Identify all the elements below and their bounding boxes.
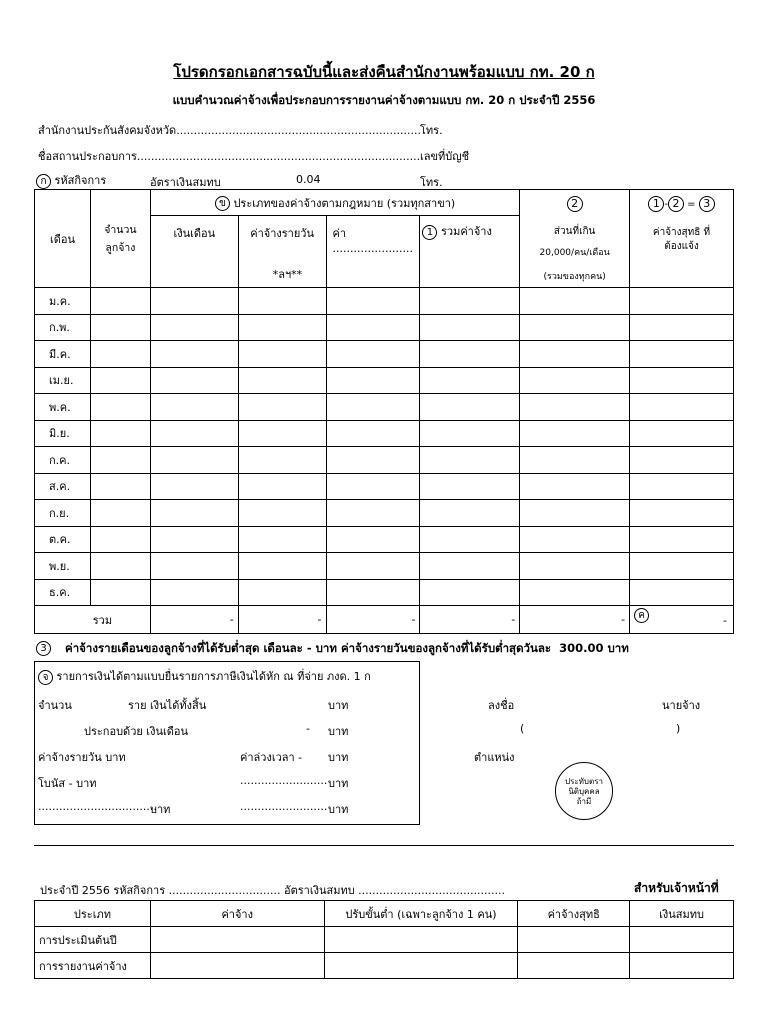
month-label: ต.ค. [35, 526, 91, 553]
col-month-header: เดือน [35, 190, 91, 288]
month-cell[interactable] [150, 526, 238, 553]
month-row [35, 367, 734, 394]
mark-3b-icon: 3 [36, 641, 51, 656]
month-label: ก.ค. [35, 447, 91, 474]
month-cell[interactable] [150, 367, 238, 394]
month-cell[interactable] [90, 394, 150, 421]
month-label: ก.ย. [35, 500, 91, 527]
mark-kho-icon: ข [215, 196, 230, 211]
baht-1: บาท [328, 699, 349, 712]
month-cell[interactable] [520, 579, 630, 606]
col-daily-header [238, 216, 326, 288]
month-cell[interactable] [630, 314, 734, 341]
month-cell[interactable] [420, 553, 520, 580]
stamp-line-3: ถ้ามี [576, 797, 592, 806]
month-cell[interactable] [520, 420, 630, 447]
month-cell[interactable] [420, 420, 520, 447]
month-cell[interactable] [630, 394, 734, 421]
month-cell[interactable] [90, 367, 150, 394]
comprise-label: ประกอบด้วย เงินเดือน [84, 725, 188, 738]
month-cell[interactable] [326, 500, 420, 527]
month-row [35, 394, 734, 421]
total-excess: - [520, 606, 630, 634]
month-cell[interactable] [520, 447, 630, 474]
col-other-header: ค่า ....................... [326, 216, 420, 288]
total-wage: - [420, 606, 520, 634]
col-net-label: ค่าจ้างสุทธิ ที่ต้องแจ้ง [652, 227, 711, 252]
mark-1b-icon: 1 [422, 225, 437, 240]
total-other: - [326, 606, 420, 634]
off-col-contrib: เงินสมทบ [630, 901, 734, 927]
mark-3-icon: 3 [699, 196, 715, 212]
month-cell[interactable] [90, 341, 150, 368]
baht-2: บาท [328, 725, 349, 738]
total-net: - [723, 614, 727, 627]
income-title-row [38, 667, 371, 685]
month-cell[interactable] [630, 367, 734, 394]
month-cell[interactable] [520, 500, 630, 527]
month-row [35, 553, 734, 580]
employer-label: นายจ้าง [662, 699, 701, 712]
minwage-text: ค่าจ้างรายเดือนของลูกจ้างที่ได้รับต่ำสุด เดือนละ - บาท ค่าจ้างรายวันของลูกจ้างที่ได้รับต่ำสุดวันละ [65, 641, 552, 655]
month-cell[interactable] [630, 579, 734, 606]
month-row [35, 341, 734, 368]
baht-4: บาท [328, 777, 349, 790]
month-cell[interactable] [150, 553, 238, 580]
account-label: เลขที่บัญชี [420, 150, 470, 163]
month-cell[interactable] [630, 500, 734, 527]
form-title: โปรดกรอกเอกสารฉบับนี้และส่งคืนสำนักงานพร้อมแบบ กท. 20 ก [173, 63, 595, 81]
month-cell[interactable] [326, 367, 420, 394]
month-cell[interactable] [238, 288, 326, 315]
col-total-label: รวมค่าจ้าง [440, 225, 492, 238]
business-code-label: รหัสกิจการ [54, 174, 107, 187]
stamp-circle [555, 762, 613, 820]
month-cell[interactable] [150, 500, 238, 527]
mark-2-icon: 2 [567, 196, 583, 212]
col-excess-sub2: (รวมของทุกคน) [543, 272, 606, 282]
month-cell[interactable] [326, 341, 420, 368]
count-label: จำนวน [38, 699, 72, 712]
month-cell[interactable] [326, 526, 420, 553]
off-col-net: ค่าจ้างสุทธิ [518, 901, 630, 927]
baht-3: บาท [328, 751, 349, 764]
month-cell[interactable] [520, 526, 630, 553]
month-label: เม.ย. [35, 367, 91, 394]
establishment-field[interactable]: ชื่อสถานประกอบการ................................................................................. [38, 150, 421, 163]
month-cell[interactable] [520, 288, 630, 315]
month-cell[interactable] [238, 420, 326, 447]
month-cell[interactable] [630, 341, 734, 368]
month-cell[interactable] [326, 553, 420, 580]
daily-wage-label: ค่าจ้างรายวัน บาท [38, 751, 126, 764]
month-cell[interactable] [630, 526, 734, 553]
month-cell[interactable] [150, 341, 238, 368]
month-cell[interactable] [520, 341, 630, 368]
month-label: มิ.ย. [35, 420, 91, 447]
month-label: ก.พ. [35, 314, 91, 341]
month-cell[interactable] [238, 579, 326, 606]
month-cell[interactable] [326, 314, 420, 341]
month-cell[interactable] [238, 341, 326, 368]
month-row [35, 420, 734, 447]
col-salary-header: เงินเดือน [150, 216, 238, 288]
dots-field-2[interactable]: ......................... [240, 800, 328, 813]
month-cell[interactable] [90, 314, 150, 341]
off-cell[interactable] [518, 927, 630, 953]
month-label: พ.ย. [35, 553, 91, 580]
month-cell[interactable] [238, 447, 326, 474]
month-cell[interactable] [150, 473, 238, 500]
off-cell[interactable] [518, 953, 630, 979]
month-cell[interactable] [630, 473, 734, 500]
month-label: มี.ค. [35, 341, 91, 368]
month-cell[interactable] [150, 447, 238, 474]
tel-label: โทร. [420, 124, 443, 137]
salary-value: - [306, 722, 310, 735]
official-year-line: ประจำปี 2556 รหัสกิจการ ................................ อัตราเงินสมทบ .......................................... [40, 884, 506, 897]
mark-1-icon: 1 [648, 196, 664, 212]
col-excess-label: ส่วนที่เกิน [553, 226, 596, 237]
overtime-label: ค่าล่วงเวลา - [240, 751, 303, 764]
for-officer-label: สำหรับเจ้าหน้าที่ [634, 881, 719, 895]
off-cell[interactable] [150, 927, 324, 953]
dots-field-left[interactable]: .................................. [38, 800, 157, 813]
month-cell[interactable] [630, 288, 734, 315]
off-row-report: การรายงานค่าจ้าง [35, 953, 151, 979]
person-label: ราย เงินได้ทั้งสิ้น [128, 699, 207, 712]
off-col-wage: ค่าจ้าง [150, 901, 324, 927]
month-cell[interactable] [420, 579, 520, 606]
month-row [35, 473, 734, 500]
minwage-daily: 300.00 บาท [559, 641, 629, 655]
mark-2b-icon: 2 [668, 196, 684, 212]
month-row [35, 314, 734, 341]
month-row [35, 526, 734, 553]
month-cell[interactable] [90, 553, 150, 580]
month-cell[interactable] [326, 447, 420, 474]
month-label: ม.ค. [35, 288, 91, 315]
official-table [34, 900, 734, 979]
month-label: ส.ค. [35, 473, 91, 500]
month-cell[interactable] [150, 288, 238, 315]
mark-kho2-icon: ค [634, 608, 649, 623]
month-cell[interactable] [238, 500, 326, 527]
col-net-header [630, 190, 734, 288]
month-cell[interactable] [150, 314, 238, 341]
total-salary: - [150, 606, 238, 634]
month-cell[interactable] [420, 447, 520, 474]
month-label: พ.ค. [35, 394, 91, 421]
month-row [35, 288, 734, 315]
month-cell[interactable] [420, 473, 520, 500]
col-total-header [420, 216, 520, 288]
month-row [35, 447, 734, 474]
net-formula: 1 - 2 = 3 [630, 196, 733, 212]
total-net-cell [630, 606, 734, 634]
mark-jo-icon: จ [38, 670, 53, 685]
month-label: ธ.ค. [35, 579, 91, 606]
month-cell[interactable] [90, 500, 150, 527]
off-cell[interactable] [630, 927, 734, 953]
minwage-row [36, 640, 629, 658]
off-row-estimate: การประเมินต้นปี [35, 927, 151, 953]
month-cell[interactable] [90, 526, 150, 553]
month-cell[interactable] [520, 314, 630, 341]
month-cell[interactable] [420, 341, 520, 368]
month-cell[interactable] [90, 579, 150, 606]
bonus-label: โบนัส - บาท [38, 777, 97, 790]
dots-field-1[interactable]: ......................... [240, 774, 328, 787]
month-cell[interactable] [420, 500, 520, 527]
col-daily-label: ค่าจ้างรายวัน [250, 227, 314, 240]
month-row [35, 579, 734, 606]
month-cell[interactable] [238, 367, 326, 394]
month-cell[interactable] [90, 288, 150, 315]
open-paren: ( [520, 722, 525, 735]
month-cell[interactable] [150, 420, 238, 447]
col-count-header: จำนวน ลูกจ้าง [90, 190, 150, 288]
sign-label: ลงชื่อ [488, 699, 515, 712]
month-cell[interactable] [420, 314, 520, 341]
month-cell[interactable] [630, 447, 734, 474]
month-cell[interactable] [326, 394, 420, 421]
month-cell[interactable] [326, 473, 420, 500]
month-cell[interactable] [150, 394, 238, 421]
rate-label: อัตราเงินสมทบ [150, 176, 221, 189]
month-cell[interactable] [630, 553, 734, 580]
note-mark: *ลฯ** [272, 268, 303, 281]
baht-5: บาท [150, 803, 171, 816]
off-cell[interactable] [324, 953, 518, 979]
off-cell[interactable] [150, 953, 324, 979]
month-row [35, 500, 734, 527]
month-cell[interactable] [326, 288, 420, 315]
month-cell[interactable] [520, 553, 630, 580]
month-cell[interactable] [326, 420, 420, 447]
month-cell[interactable] [520, 394, 630, 421]
tel2-label: โทร. [420, 176, 443, 189]
group-header [150, 190, 519, 216]
month-cell[interactable] [520, 367, 630, 394]
month-cell[interactable] [90, 447, 150, 474]
month-cell[interactable] [420, 526, 520, 553]
col-excess-sub: 20,000/คน/เดือน [539, 248, 610, 258]
month-cell[interactable] [420, 367, 520, 394]
close-paren: ) [676, 722, 681, 735]
month-cell[interactable] [520, 473, 630, 500]
month-cell[interactable] [238, 553, 326, 580]
section-divider [34, 845, 734, 846]
month-cell[interactable] [238, 394, 326, 421]
total-label: รวม [35, 606, 151, 634]
income-title: รายการเงินได้ตามแบบยื่นรายการภาษีเงินได้หัก ณ ที่จ่าย ภงด. 1 ก [56, 670, 371, 683]
form-subtitle: แบบคำนวณค่าจ้างเพื่อประกอบการรายงานค่าจ้างตามแบบ กท. 20 ก ประจำปี 2556 [172, 93, 596, 107]
stamp-line-2: นิติบุคคล [568, 787, 600, 796]
baht-6: บาท [328, 803, 349, 816]
month-cell[interactable] [90, 420, 150, 447]
month-cell[interactable] [238, 473, 326, 500]
total-daily: - [238, 606, 326, 634]
off-col-adjust: ปรับขั้นต่ำ (เฉพาะลูกจ้าง 1 คน) [324, 901, 518, 927]
business-code-row [36, 171, 106, 189]
month-cell[interactable] [630, 420, 734, 447]
month-cell[interactable] [150, 579, 238, 606]
month-cell[interactable] [420, 288, 520, 315]
off-cell[interactable] [324, 927, 518, 953]
month-cell[interactable] [326, 579, 420, 606]
group-header-label: ประเภทของค่าจ้างตามกฎหมาย (รวมทุกสาขา) [233, 196, 456, 210]
stamp-line-1: ประทับตรา [564, 777, 603, 786]
month-cell[interactable] [238, 526, 326, 553]
off-col-type: ประเภท [35, 901, 151, 927]
off-cell[interactable] [630, 953, 734, 979]
position-label: ตำแหน่ง [474, 751, 515, 764]
office-field[interactable]: สำนักงานประกันสังคมจังหวัด...................................................................... [38, 124, 421, 137]
month-cell[interactable] [238, 314, 326, 341]
wage-table [34, 189, 734, 634]
month-cell[interactable] [420, 394, 520, 421]
mark-ko-icon: ก [36, 174, 51, 189]
col-excess-header [520, 190, 630, 288]
month-cell[interactable] [90, 473, 150, 500]
rate-value: 0.04 [296, 173, 321, 186]
